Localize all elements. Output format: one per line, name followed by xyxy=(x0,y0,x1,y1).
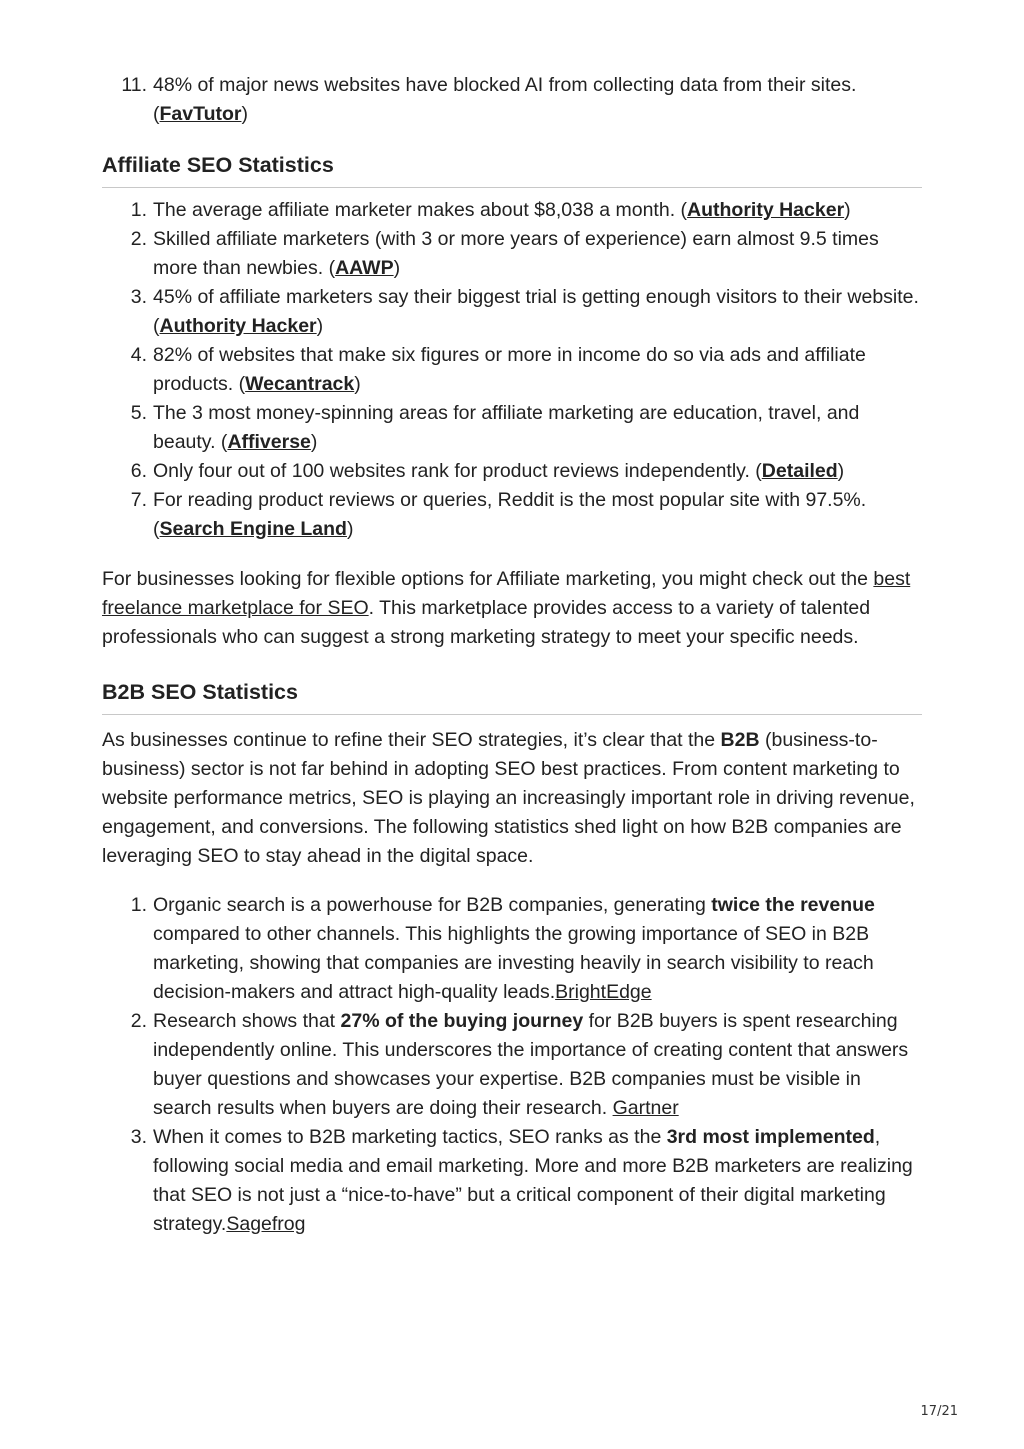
item-text-end: ) xyxy=(346,518,354,540)
source-link[interactable]: Authority Hacker xyxy=(159,315,317,337)
list-number: 1. xyxy=(130,199,147,221)
list-item xyxy=(102,891,922,1007)
section-heading-b2b: B2B SEO Statistics xyxy=(102,678,922,715)
source-link-favtutor[interactable]: FavTutor xyxy=(159,103,242,125)
item-text: The 3 most money-spinning areas for affiliate marketing are education, travel, and beauty. ( xyxy=(153,402,860,453)
list-item xyxy=(102,225,922,283)
item-text-end: compared to other channels. This highlights the growing importance of SEO in B2B marketing, showing that companies are investing heavily in search visibility to reach decision-makers and attract high-quality leads. xyxy=(153,923,874,1003)
item-text: The average affiliate marketer makes about $8,038 a month. ( xyxy=(153,199,688,221)
list-item xyxy=(102,1123,922,1239)
list-number: 11. xyxy=(121,74,147,96)
item-text-end: ) xyxy=(241,103,248,125)
article-content xyxy=(102,71,922,1239)
item-text: Organic search is a powerhouse for B2B companies, generating xyxy=(153,894,712,916)
item-text-end: ) xyxy=(316,315,324,337)
affiliate-stats-list xyxy=(102,196,922,544)
page-number: 17/21 xyxy=(920,1404,958,1419)
b2b-stats-list xyxy=(102,891,922,1239)
list-number: 7. xyxy=(130,489,147,511)
source-link[interactable]: Authority Hacker xyxy=(687,199,845,221)
item-text-end: ) xyxy=(837,460,845,482)
paragraph-text-end: . This marketplace provides access to a variety of talented professionals who can suggest a strong marketing strategy to meet your specific needs. xyxy=(102,597,871,648)
list-item xyxy=(102,71,922,129)
item-text: 48% of major news websites have blocked AI from collecting data from their sites. ( xyxy=(153,74,857,125)
list-item xyxy=(102,457,922,486)
intro-bold: B2B xyxy=(720,729,760,751)
item-text-end: ) xyxy=(354,373,361,395)
source-link[interactable]: BrightEdge xyxy=(555,981,652,1003)
top-list xyxy=(102,71,922,129)
item-text: Skilled affiliate marketers (with 3 or more years of experience) earn almost 9.5 times more than newbies. ( xyxy=(153,228,879,279)
list-number: 2. xyxy=(130,1010,147,1032)
item-bold: 27% of the buying journey xyxy=(340,1010,584,1032)
affiliate-paragraph xyxy=(102,565,922,652)
item-text-end: ) xyxy=(310,431,318,453)
item-bold: 3rd most implemented xyxy=(666,1126,875,1148)
intro-text-end: (business-to-business) sector is not far behind in adopting SEO best practices. From content marketing to website performance metrics, SEO is playing an increasingly important role in driving revenue, engagement, and conversions. The following statistics shed light on how B2B companies are leveraging SEO to stay ahead in the digital space. xyxy=(102,729,915,867)
list-number: 3. xyxy=(130,1126,147,1148)
item-text-end: , following social media and email marketing. More and more B2B marketers are realizing that SEO is not just a “nice-to-have” but a critical component of their digital marketing strategy. xyxy=(153,1126,913,1235)
item-text: 82% of websites that make six figures or more in income do so via ads and affiliate products. ( xyxy=(153,344,866,395)
b2b-intro-paragraph xyxy=(102,726,922,871)
item-text: Only four out of 100 websites rank for product reviews independently. ( xyxy=(153,460,762,482)
list-item xyxy=(102,196,922,225)
list-number: 4. xyxy=(130,344,147,366)
paragraph-text: For businesses looking for flexible options for Affiliate marketing, you might check out the xyxy=(102,568,874,590)
item-text-end: for B2B buyers is spent researching independently online. This underscores the importance of creating content that answers buyer questions and showcases your expertise. B2B companies must be visible in search results when buyers are doing their research. xyxy=(153,1010,909,1119)
item-bold: twice the revenue xyxy=(711,894,875,916)
source-link[interactable]: Gartner xyxy=(612,1097,679,1119)
section-heading-affiliate: Affiliate SEO Statistics xyxy=(102,151,922,188)
list-number: 1. xyxy=(130,894,147,916)
list-item xyxy=(102,399,922,457)
source-link[interactable]: Search Engine Land xyxy=(159,518,347,540)
list-number: 2. xyxy=(130,228,147,250)
item-text: For reading product reviews or queries, Reddit is the most popular site with 97.5%. ( xyxy=(153,489,867,540)
source-link[interactable]: AAWP xyxy=(335,257,394,279)
list-number: 5. xyxy=(130,402,147,424)
source-link[interactable]: Wecantrack xyxy=(245,373,355,395)
item-text: When it comes to B2B marketing tactics, SEO ranks as the xyxy=(153,1126,667,1148)
list-item xyxy=(102,486,922,544)
source-link[interactable]: Sagefrog xyxy=(226,1213,306,1235)
intro-text: As businesses continue to refine their SEO strategies, it’s clear that the xyxy=(102,729,721,751)
source-link[interactable]: Detailed xyxy=(761,460,838,482)
list-item xyxy=(102,341,922,399)
list-number: 3. xyxy=(130,286,147,308)
item-text: 45% of affiliate marketers say their biggest trial is getting enough visitors to their website. ( xyxy=(153,286,919,337)
item-text-end: ) xyxy=(393,257,401,279)
item-text-end: ) xyxy=(844,199,851,221)
list-item xyxy=(102,1007,922,1123)
freelance-marketplace-link[interactable]: best freelance marketplace for SEO xyxy=(102,568,911,619)
item-text: Research shows that xyxy=(153,1010,341,1032)
list-item xyxy=(102,283,922,341)
source-link[interactable]: Affiverse xyxy=(227,431,311,453)
list-number: 6. xyxy=(130,460,147,482)
